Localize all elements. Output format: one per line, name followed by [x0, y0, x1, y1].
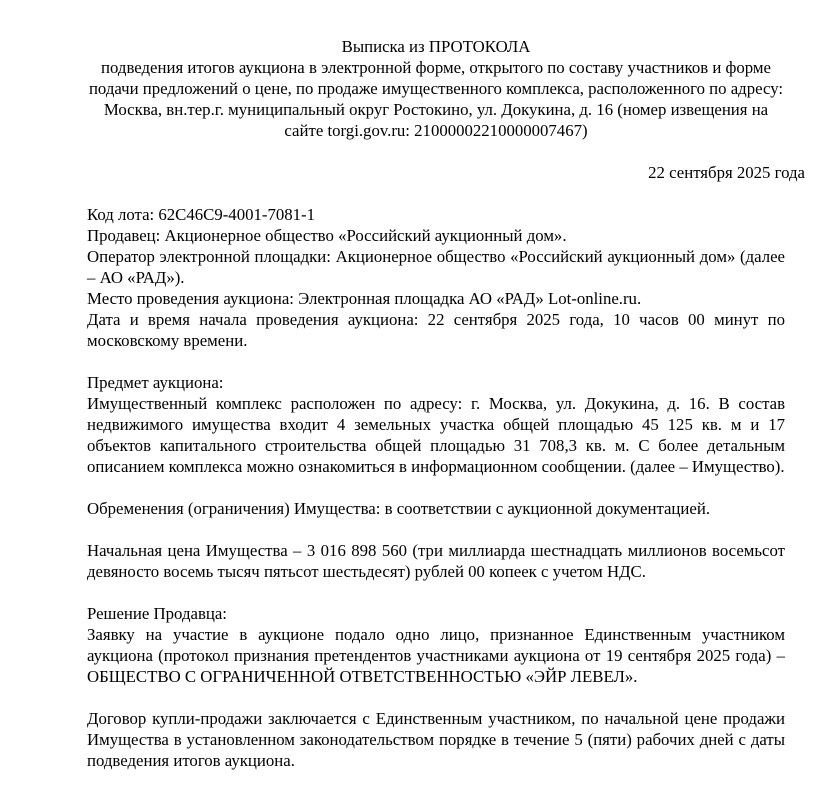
paragraph-platform-operator: Оператор электронной площадки: Акционерное общество «Российский аукционный дом» (далее – АО «РАД»).	[87, 247, 785, 287]
paragraph-lot-code: Код лота: 62C46C9-4001-7081-1	[87, 205, 316, 224]
paragraph-seller: Продавец: Акционерное общество «Российский аукционный дом».	[87, 226, 567, 245]
section-starting-price	[87, 540, 785, 582]
paragraph-starting-price: Начальная цена Имущества – 3 016 898 560 (три миллиарда шестнадцать миллионов восемьсот девяносто восемь тысяч пятьсот шестьдесят) рублей 00 копеек с учетом НДС.	[87, 541, 785, 581]
paragraph-auction-venue: Место проведения аукциона: Электронная площадка АО «РАД» Lot-online.ru.	[87, 289, 642, 308]
section-encumbrances	[87, 498, 785, 519]
section-auction-subject	[87, 372, 785, 477]
document-header	[87, 36, 785, 141]
paragraph-subject-heading: Предмет аукциона:	[87, 373, 224, 392]
section-contract-terms	[87, 708, 785, 771]
paragraph-decision-heading: Решение Продавца:	[87, 604, 227, 623]
paragraph-auction-start-datetime: Дата и время начала проведения аукциона: 22 сентября 2025 года, 10 часов 00 минут по московскому времени.	[87, 310, 785, 350]
section-lot-info	[87, 204, 785, 351]
document-date: 22 сентября 2025 года	[648, 163, 805, 182]
paragraph-decision-body: Заявку на участие в аукционе подало одно лицо, признанное Единственным участником аукциона (протокол признания претендентов участниками аукциона от 19 сентября 2025 года) – ОБЩЕСТВО С ОГРАНИЧЕННОЙ ОТВЕТСТВЕННОСТЬЮ «ЭЙР ЛЕВЕЛ».	[87, 625, 785, 686]
document-subtitle: подведения итогов аукциона в электронной форме, открытого по составу участников и форме подачи предложений о цене, по продаже имущественного комплекса, расположенного по адресу: Москва, вн.тер.г. муниципальный округ Ростокино, ул. Докукина, д. 16 (номер извещения на сайте torgi.gov.ru: 21000002210000007467)	[88, 58, 784, 140]
section-seller-decision	[87, 603, 785, 687]
document-title: Выписка из ПРОТОКОЛА	[341, 37, 531, 56]
paragraph-contract-terms: Договор купли-продажи заключается с Единственным участником, по начальной цене продажи Имущества в установленном законодательством порядке в течение 5 (пяти) рабочих дней с даты подведения итогов аукциона.	[87, 709, 785, 770]
paragraph-subject-description: Имущественный комплекс расположен по адресу: г. Москва, ул. Докукина, д. 16. В состав недвижимого имущества входит 4 земельных участка общей площадью 45 125 кв. м и 17 объектов капитального строительства общей площадью 31 708,3 кв. м. С более детальным описанием комплекса можно ознакомиться в информационном сообщении. (далее – Имущество).	[87, 394, 785, 476]
paragraph-encumbrances: Обременения (ограничения) Имущества: в соответствии с аукционной документацией.	[87, 499, 711, 518]
